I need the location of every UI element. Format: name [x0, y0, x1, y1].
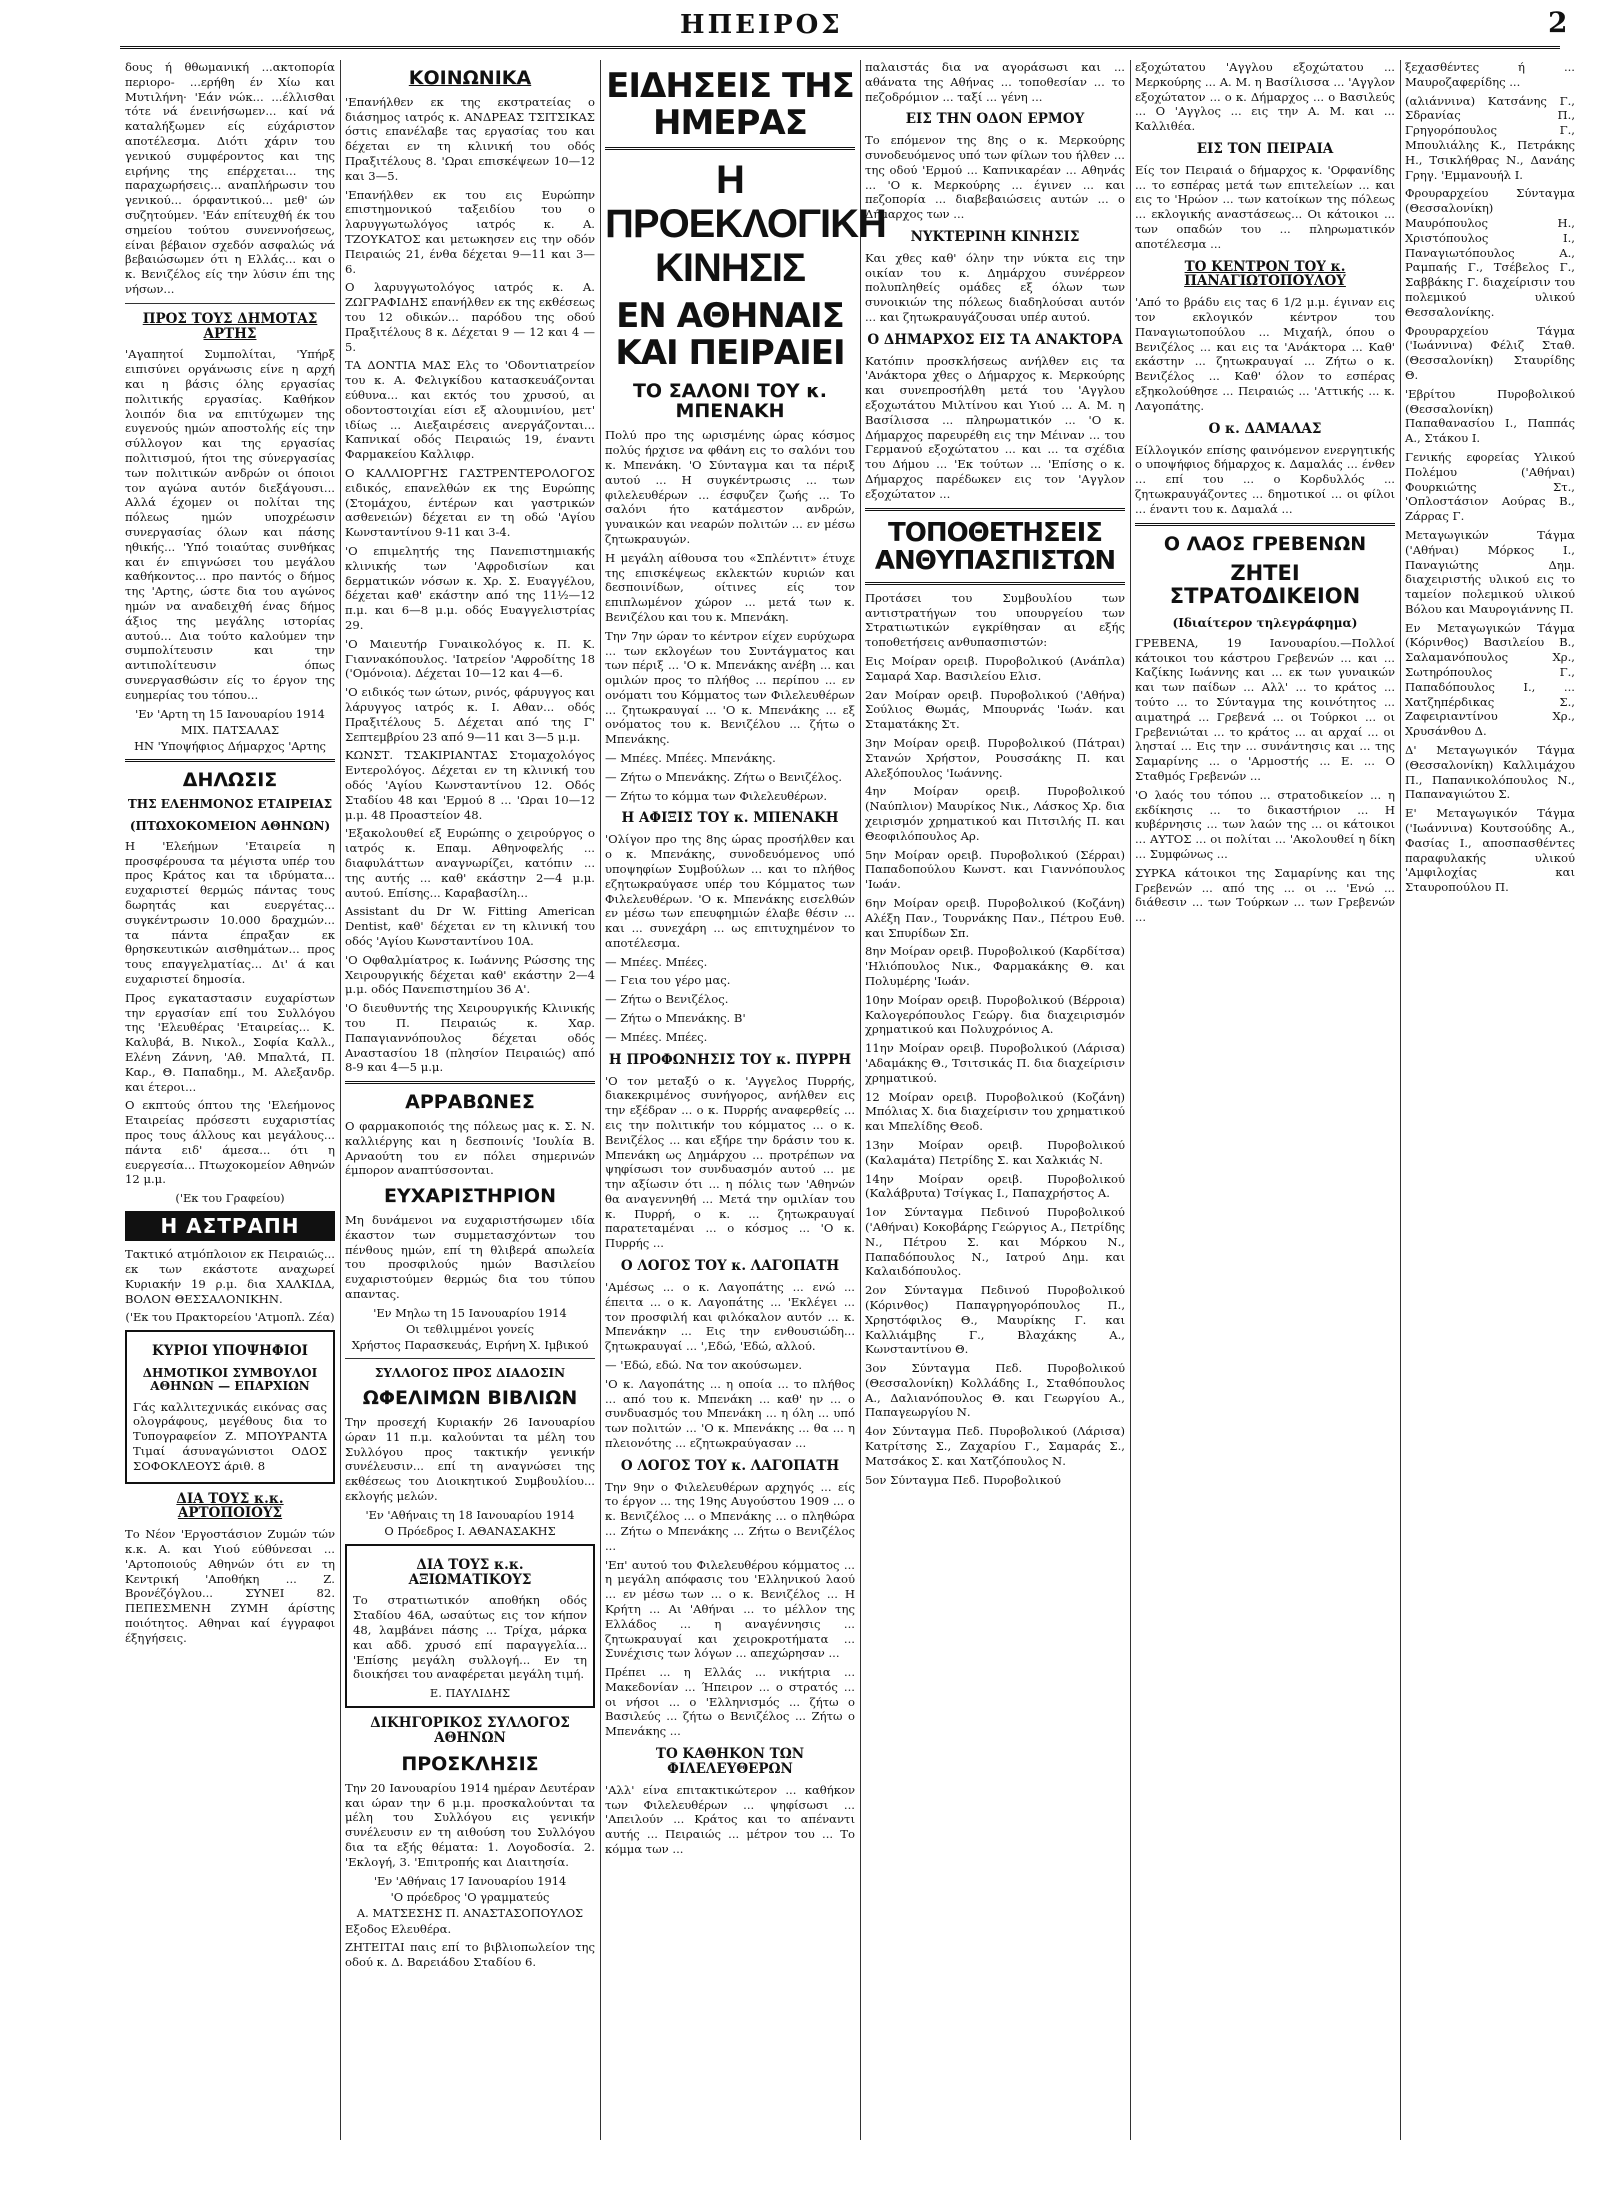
article-text: Είς τον Πειραιά ο δήμαρχος κ. 'Ορφανίδης ... το εσπέρας μετά των επιτελείων ... και εις το 'Ηρώον ... των κατοίκων της πόλεως ... εκλογικής αναστάσεως... Οι κάτοικοι ... των οπαδών του ... πληρωματικόν αποτέλεσμα ... — [1135, 162, 1395, 251]
list-item: 14ην Μοίραν ορειβ. Πυροβολικού (Καλάβρυτα) Τσίγκας Ι., Παπαχρήστος Α. — [865, 1171, 1125, 1201]
advert-text: Γάς καλλιτεχνικάς εικόνας σας ολογράφους, μεγέθους δια το Τυπογραφείον Ζ. ΜΠΟΥΡΑΝΤΑ Τιμαί άσυναγώνιστοι ΟΔΟΣ ΣΟΦΟΚΛΕΟΥΣ άριθ. 8 — [133, 1399, 327, 1473]
source-note: ('Εκ του Πρακτορείου 'Ατμοπλ. Ζέα) — [125, 1310, 335, 1325]
article-text: — Μπέες. Μπέες. — [605, 954, 708, 969]
list-item: 11ην Μοίραν ορειβ. Πυροβολικού (Λάρισα) 'Αδαμάκης Θ., Τσιτσικάς Π. δια διαχείρισιν χρηματικού. — [865, 1041, 1125, 1085]
article-text: εξοχώτατου 'Αγγλου εξοχώτατου ... Μερκούρης ... Α. Μ. η Βασίλισσα ... 'Αγγλον εξοχώτατον ... ο κ. Δήμαρχος ... ο Βασιλεύς ... Ο 'Αγγλος ... εις την Α. Μ. και ... Καλλιθέα. — [1135, 60, 1395, 134]
article-text: — Μπέες. Μπέες. — [605, 1029, 708, 1044]
subheadline: (ΠΤΩΧΟΚΟΜΕΙΟΝ ΑΘΗΝΩΝ) — [129, 818, 331, 833]
signature: Α. ΜΑΤΣΕΣΗΣ Π. ΑΝΑΣΤΑΣΟΠΟΥΛΟΣ — [356, 1905, 584, 1920]
section-headline: Ο ΛΑΟΣ ΓΡΕΒΕΝΩΝ — [1163, 532, 1367, 555]
main-headline: Η ΠΡΟΕΚΛΟΓΙΚΗ ΚΙΝΗΣΙΣ — [605, 157, 886, 290]
list-item: 4ην Μοίραν ορειβ. Πυροβολικού (Ναύπλιον) Μαυρίκος Νικ., Λάσκος Χρ. δια χειρισμόν χρηματικού και Πιτσιλής Π. και Θεοφιλόπουλος Αρ. — [865, 784, 1125, 843]
article-text: παλαιστάς δια να αγοράσωσι και ... αθάνατα της Αθήνας ... τοποθεσίαν ... το πεζοδρόμιον ... ταξί ... γένη ... — [865, 60, 1125, 104]
article-text: Γενικής εφορείας Υλικού Πολέμου ('Αθήναι) Φουρκιώτης Στ., 'Οπλοστάσιον Αούρας Β., Ζάρρας Γ. — [1405, 449, 1575, 524]
article-text: ΓΡΕΒΕΝΑ, 19 Ιανουαρίου.—Πολλοί κάτοικοι του κάστρου Γρεβενών ... και ... Καζίκης Ιωάννης και ... εκ των γυναικών και των παίδων ... Αλλ' ... το κράτος ... τούτο ... το Σύνταγμα της κοινότητος ... αιματηρά ... Γρεβενά ... οι Τούρκοι ... οι Γρεβενιώται ... το κράτος ... αι αρχαί ... οι λησταί ... Εις την ... συνάντησις και ... της Σαμαρίνης ... ο 'Αρμοστής ... Ε. ... Ο Σταθμός Γρεβενών ... — [1135, 635, 1395, 783]
notice-text: 'Ο Οφθαλμίατρος κ. Ιωάννης Ρώσσης της Χειρουργικής δέχεται καθ' εκάστην 2—4 μ.μ. οδός Πανεπιστημίου 36 Α'. — [345, 952, 595, 997]
article-text: 'Αμέσως ... ο κ. Λαγοπάτης ... ενώ ... έπειτα ... ο κ. Λαγοπάτης ... 'Εκλέγει ... τον προσφιλή και φιλόκαλον αυτόν ... κ. Μπενάκην ... Εις την ενθουσιώδη... ζητωκραυγαί ... ',Εδώ, 'Εδώ, αλλού. — [605, 1279, 855, 1354]
article-text: 'Ο λαός του τόπου ... στρατοδικείον ... η εκδίκησις ... το δικαστήριον ... Η κυβέρνησις ... των λαών της ... οι κάτοικοι ... ΑΥΤΟΣ ... οι πολίται ... 'Ακολουθεί η δίκη ... Συμφώνως ... — [1135, 787, 1395, 861]
headline: ΔΗΛΩΣΙΣ — [182, 768, 278, 791]
signature: Οι τεθλιμμένοι γονείς — [405, 1321, 535, 1336]
column-2 — [345, 60, 595, 2140]
column-divider — [1400, 60, 1401, 2140]
divider — [345, 1358, 595, 1359]
notice-text: Assistant du Dr W. Fitting American Dentist, καθ' δέχεται εν τη κλινική του οδός 'Αγίου Κωνσταντίνου 10Α. — [345, 904, 595, 948]
article-text: 'Επ' αυτού του Φιλελευθέρου κόμματος ... η μεγάλη απόφασις του 'Ελληνικού λαού ... εν μέσω των ... ο κ. Βενιζέλος ... Η Κρήτη ... Αι 'Αθήναι ... το μέλλον της Ελλάδος ... η αναγέννησις ... ζητωκραυγαί και χειροκροτήματα ... Συνέχισις των λόγων ... απεχώρησαν ... — [605, 1557, 855, 1661]
advert-box — [345, 1544, 595, 1708]
subheadline: ΤΟ ΚΑΘΗΚΟΝ ΤΩΝ ΦΙΛΕΛΕΥΘΕΡΩΝ — [655, 1746, 805, 1777]
signature: ΜΙΧ. ΠΑΤΣΑΛΑΣ — [180, 722, 280, 737]
article-text: Προς εγκαταστασιν ευχαρίστων την εργασίαν επί του Συλλόγου της 'Ελευθέρας 'Εταιρείας... Κ. Καλυβά, Β. Νικολ., Σοφία Καλλ., Ελένη Ζάννη, 'Αθ. Μπαλτά, Π. Καρ., Θ. Παπαδημ., Μ. Αλεξανδρ. και έτεροι... — [125, 990, 335, 1094]
article-text: 'Από το βράδυ εις τας 6 1/2 μ.μ. έγιναν εις τον εκλογικόν κέντρον του Παναγιωτοπούλου ... Μιχαήλ, όπου ο Βενιζέλος ... και εις τα 'Ανάκτορα ... Καθ' εκάστην ... ζητωκραυγαί ... Ζήτω ο κ. Βενιζέλος ... Καθ' όλον το εσπέρας εξηκολούθησε ... Πειραιώς ... 'Αττικής ... κ. Λαγοπάτης. — [1135, 295, 1395, 413]
headline: ΠΡΟΣ ΤΟΥΣ ΔΗΜΟΤΑΣ ΑΡΤΗΣ — [142, 310, 318, 342]
notice-text: ΚΩΝΣΤ. ΤΣΑΚΙΡΙΑΝΤΑΣ Στομαχολόγος Εντερολόγος. Δέχεται εν τη κλινική του οδός 'Αγίου Κωνσταντίνου 12. Οδός Σταδίου 48 και 'Ερμού 8 ... 'Ωραι 10—12 μ.μ. 48 Προαστείον 48. — [345, 748, 595, 822]
section-headline: ΕΥΧΑΡΙΣΤΗΡΙΟΝ — [384, 1185, 556, 1208]
notice-text: 'Ο επιμελητής της Πανεπιστημιακής κλινικής των 'Αφροδισίων και δερματικών νόσων κ. Χρ. Σ. Ευαγγέλου, δέχεται καθ' εκάστην από της 11½—12 π.μ. και 6—8 μ.μ. οδός Ευαγγελιστρίας 29. — [345, 544, 595, 632]
signature: Ε. ΠΑΥΛΙΔΗΣ — [429, 1686, 511, 1701]
advert-headline: ΔΙΑ ΤΟΥΣ κ.κ. ΑΡΤΟΠΟΙΟΥΣ — [176, 1490, 284, 1522]
column-1 — [125, 60, 335, 2140]
divider — [1135, 523, 1395, 526]
dateline: 'Εν Μηλω τη 15 Ιανουαρίου 1914 — [373, 1305, 567, 1320]
article-text: (αλιάννινα) Κατσάνης Γ., Σδρανίας Π., Γρηγορόπουλος Γ., Μπουλιάλης Κ., Πετράκης Η., Τσικλήθρας Ν., Δανάης Γρηγ. 'Εμμανουήλ Ι. — [1405, 93, 1575, 182]
notice-text: Ο λαρυγγωτολόγος ιατρός κ. Α. ΖΩΓΡΑΦΙΔΗΣ επανήλθεν εκ της εκθέσεως του 12 οδικών... παρόδου της οδού Πραξιτέλους 8 κ. Δέχεται 9 — 12 και 4 — 5. — [345, 280, 595, 354]
divider — [865, 508, 1125, 511]
page-number: 2 — [1548, 6, 1568, 39]
section-headline: ΩΦΕΛΙΜΩΝ ΒΙΒΛΙΩΝ — [362, 1387, 578, 1410]
section-headline: ΔΙΚΗΓΟΡΙΚΟΣ ΣΥΛΛΟΓΟΣ ΑΘΗΝΩΝ — [370, 1715, 570, 1747]
article-text: Είλλογικόν επίσης φαινόμενον ενεργητικής ο υποψήφιος δήμαρχος κ. Δαμαλάς ... ένθεν ... επί του ... ο Κορδυλλός ... ζητωκραυγάζοντες ... δημοτικοί ... οι φίλοι ... έναντι του κ. Δαμαλά ... — [1135, 442, 1395, 516]
section-headline: ΤΟΠΟΘΕΤΗΣΕΙΣ ΑΝΘΥΠΑΣΠΙΣΤΩΝ — [874, 517, 1116, 577]
subheadline: ΣΥΛΛΟΓΟΣ ΠΡΟΣ ΔΙΑΔΟΣΙΝ — [374, 1365, 566, 1380]
article-headline: ΤΟ ΣΑΛΟΝΙ ΤΟΥ κ. ΜΠΕΝΑΚΗ — [632, 379, 828, 423]
article-text: Την 9ην ο Φιλελευθέρων αρχηγός ... είς το έργον ... της 19ης Αυγούστου 1909 ... ο κ. Βενιζέλος ... ο Μπενάκης ... ο πληθώρα ... Ζήτω ο Μπενάκης ... Ζήτω ο Βενιζέλος ... — [605, 1479, 855, 1553]
appointments-list — [865, 654, 1125, 1487]
list-item: 8ην Μοίραν ορειβ. Πυροβολικού (Καρδίτσα) 'Ηλιόπουλος Νικ., Φαρμακάκης Θ. και Πολυμέρης 'Ιωάν. — [865, 944, 1125, 988]
source-note: ('Εκ του Γραφείου) — [175, 1191, 285, 1206]
article-text: — Ζήτω ο Μπενάκης. Β' — [605, 1011, 746, 1026]
notice-text: Την 20 Ιανουαρίου 1914 ημέραν Δευτέραν και ώραν την 6 μ.μ. προσκαλούνται τα μέλη του Συλλόγου εις γενικήν συνέλευσιν εν τη αιθούση του Συλλόγου δια τα εξής θέματα: 1. Λογοδοσία. 2. 'Εκλογή, 3. 'Επιτροπής και Διαιτησία. — [345, 1780, 595, 1869]
notice-text: ΤΑ ΔΟΝΤΙΑ ΜΑΣ Ελς το 'Οδοντιατρείον του κ. Α. Φελιγκίδου κατασκευάζονται εύθυνα... και εκτός του χρυσού, αι οδοντοστοιχίαι είσι εξ αλουμινίου, μετ' ιδίως ... Αιεξαιρέσεις ανεργάζονται... Καπνικαί οδός Πειραιώς 19, έναντι Φαρμακείου Καλλιφρ. — [345, 358, 595, 462]
article-text: — Γεια του γέρο μας. — [605, 973, 731, 988]
list-item: 3ην Μοίραν ορειβ. Πυροβολικού (Πάτραι) Στανών Χρήστον, Ρουσσάκης Π. και Αλεξόπουλος 'Ιωάννης. — [865, 736, 1125, 780]
advert-box — [125, 1330, 335, 1483]
article-text: — Ζήτω ο Βενιζέλος. — [605, 992, 729, 1007]
article-text: Ε' Μεταγωγικόν Τάγμα ('Ιωάννινα) Κουτσούδης Α., Φασίας Ι., αποσπασθέντες παραφυλακής υλικού 'Αμφιλοχίας και Σταυροπούλου Π. — [1405, 806, 1575, 895]
article-text: 'Αλλ' είνα επιτακτικώτερον ... καθήκον των Φιλελευθέρων ... ψηφίσωσι ... 'Απειλούν ... Κράτος και το απέναντι αυτής ... Πειραιώς ... μέτρον του ... Το κόμμα των ... — [605, 1782, 855, 1856]
advert-banner: Η ΑΣΤΡΑΠΗ — [125, 1211, 335, 1241]
newspaper-title: ΗΠΕΙΡΟΣ — [680, 10, 843, 40]
subheadline: Ο κ. ΔΑΜΑΛΑΣ — [1208, 420, 1322, 437]
article-text: δους ή θθωμανική ...ακτοπορία περιορο- ...ερήθη έν Χίω και Μυτιλήνη· 'Εάν νώκ... ...έλλισθαι τότε νά ένεινήσωμεν... καί νά καταλήξωμεν είς εύχάριστον αποτέλεσμα. Διότι χάριν του γενικού συμφέροντος και της ειρήνης της επέρχεται... της παραχωρήσεις... αναπλήρωσιν του γενικού... όρφαντικού... μεθ' ών συζητούμεν. 'Εάν επίτευχθή έκ του σημείου τούτου συνεννοήσεως, είναι βέβαιον σχεδόν ασφαλώς νά βεβαιώσωμεν ότι η Ελλάς... και ο κ. Βενιζέλος είς την λύσιν έπι της νήσων... — [125, 60, 335, 296]
list-item: 3ον Σύνταγμα Πεδ. Πυροβολικού (Θεσσαλονίκη) Κολλάδης Ι., Σταθόπουλος Α., Δαλιανόπουλος Θ. και Γεωργίου Α., Παπαγεωργίου Ν. — [865, 1361, 1125, 1420]
signature: Ο Πρόεδρος Ι. ΑΘΑΝΑΣΑΚΗΣ — [384, 1523, 556, 1538]
advert-text: Το στρατιωτικόν αποθήκη οδός Σταδίου 46Α, ωσαύτως εις τον κήπον 48, λαμβάνει πάσης ... Τρίχα, μάρκα και αδδ. χρυσό επί παραγγελία... 'Επίσης μεγάλη συλλογή... Εν τη διοικήσει του αναφέρεται μεγάλη τιμή. — [353, 1593, 587, 1682]
masthead-rule — [120, 46, 1560, 49]
subheadline: ΤΟ ΚΕΝΤΡΟΝ ΤΟΥ κ. ΠΑΝΑΓΙΩΤΟΠΟΥΛΟΥ — [1184, 258, 1346, 290]
article-text: — Μπέες. Μπέες. Μπενάκης. — [605, 751, 776, 766]
column-divider — [860, 60, 861, 2140]
list-item: Εις Μοίραν ορειβ. Πυροβολικού (Ανάπλα) Σαμαρά Χαρ. Βασιλείου Ελισ. — [865, 654, 1125, 683]
column-divider — [340, 60, 341, 2140]
advert-headline: ΚΥΡΙΟΙ ΥΠΟΨΗΦΙΟΙ — [152, 1343, 308, 1360]
advert-text: Τακτικό ατμόπλοιον εκ Πειραιώς... εκ των εκάστοτε αναχωρεί Κυριακήν 19 ρ.μ. δια ΧΑΛΚΙΔΑ, ΒΟΛΟΝ ΘΕΣΣΑΛΟΝΙΚΗΝ. — [125, 1247, 335, 1306]
article-text: ξεχασθέντες ή ... Μαυροζαφερίδης ... — [1405, 60, 1575, 89]
signature: 'Ο πρόεδρος 'Ο γραμματεύς — [390, 1889, 550, 1904]
article-text: Το επόμενον της 8ης ο κ. Μερκούρης συνοδευόμενος υπό των φίλων του ήλθεν ... της οδού 'Ερμού ... Καπνικαρέαν ... Αθηνάς ... 'Ο κ. Μερκούρης ... έγινεν ... και πεζοπορία ... διαβεβαιώσεις αυτών ... ο Δήμαρχος των ... — [865, 133, 1125, 222]
subheadline: ΕΙΣ ΤΗΝ ΟΔΟΝ ΕΡΜΟΥ — [905, 111, 1085, 128]
article-text: — 'Εδώ, εδώ. Να τον ακούσωμεν. — [605, 1357, 803, 1372]
article-text: 'Αγαπητοί Συμπολίται, 'Υπήρξ ειπισύνει οργάνωσις είνε η αρχή και η βάσις όλης εργασίας πολιτικής εργασίας. Καθήκον λοιπόν δια να επιτύχωμεν της ευγενούς ημών αποστολής είς την σύλλογον και της εργασίας πολιτισμού, ήτοι της σύνεργασίας των πολιτικών ανδρών οι όποιοι τον αγώνα αυτόν διεξάγουσι... Αλλά έχομεν οι πολίται της πόλεως ημών υποχρέωσιν συνεργασίας όλων και πάσης ηθικής... 'Υπό τοιαύτας συνθήκας και έν επιγνώσει του μεγάλου καθήκοντος... προ παντός ο δήμος της 'Αρτης, ώστε δια του αγώνος ημών να αναδειχθή ένας δήμος άξιος της μεγάλης ιστορίας αυτού... Δια τούτο καλούμεν την συμπολίτευσιν και την αντιπολίτευσιν όπως συνεργασθώσιν είς το έργον της ευημερίας του τόπου... — [125, 347, 335, 702]
list-item: 4ον Σύνταγμα Πεδ. Πυροβολικού (Λάρισα) Κατρίτσης Σ., Ζαχαρίου Γ., Σαμαράς Σ., Ματσάκος Σ. και Χατζόπουλος Ν. — [865, 1424, 1125, 1468]
notice-text: Την προσεχή Κυριακήν 26 Ιανουαρίου ώραν 11 π.μ. καλούνται τα μέλη του Συλλόγου προς τακτικήν γενικήν συνέλευσιν... επί τη αναγνώσει της εκθέσεως του Διοικητικού Συμβουλίου... εκλογής μελών. — [345, 1414, 595, 1503]
notice-text: Εξοδος Ελευθέρα. — [345, 1921, 452, 1936]
signature: Χρήστος Παρασκευάς, Ειρήνη Χ. Ιμβικού — [351, 1337, 589, 1352]
subheadline: (Ιδιαίτερον τηλεγράφημα) — [1172, 615, 1358, 630]
dateline: 'Εν 'Αθήναις 17 Ιανουαρίου 1914 — [373, 1873, 567, 1888]
article-text: Την 7ην ώραν το κέντρον είχεν ευρύχωρα ... των εκλογέων του Συντάγματος και των πέριξ ... 'Ο κ. Μπενάκης ανέβη ... και ομιλών προς το πλήθος ... περίπου ... εν ονόματι του Κόμματος των Φιλελευθέρων ... ζητωκραυγαί ... 'Ο κ. Μπενάκης ... εξ ονόματος του κ. Βενιζέλου ... ζήτω ο Μπενάκης. — [605, 628, 855, 747]
notice-text: Ο φαρμακοποιός της πόλεως μας κ. Σ. Ν. καλλιέργης και η δεσποινίς 'Ιουλία Β. Αρναούτη του εν πόλει σημερινών έμπορον αναπτύσσονται. — [345, 1118, 595, 1178]
section-headline: ΑΡΡΑΒΩΝΕΣ — [405, 1091, 535, 1114]
notice-text: ΖΗΤΕΙΤΑΙ παις επί το βιβλιοπωλείον της οδού κ. Δ. Βαρειάδου Σταδίου 6. — [345, 1940, 595, 1970]
article-text: Φρουραρχείου Σύνταγμα (Θεσσαλονίκη) Μαυρόπουλος Η., Χριστόπουλος Ι., Παναγιωτόπουλος Α., Ραμπαής Γ., Τσέβελος Γ., Σαββάκης Γ. διαχείρισιν του πολεμικού υλικού Θεσσαλονίκης. — [1405, 186, 1575, 319]
subheadline: Ο ΔΗΜΑΡΧΟΣ ΕΙΣ ΤΑ ΑΝΑΚΤΟΡΑ — [867, 331, 1123, 348]
divider — [125, 303, 335, 304]
subheadline: Ο ΛΟΓΟΣ ΤΟΥ κ. ΛΑΓΟΠΑΤΗ — [620, 1457, 840, 1474]
subheadline: Ο ΛΟΓΟΣ ΤΟΥ κ. ΛΑΓΟΠΑΤΗ — [620, 1258, 840, 1275]
advert-subheadline: ΔΗΜΟΤΙΚΟΙ ΣΥΜΒΟΥΛΟΙ ΑΘΗΝΩΝ — ΕΠΑΡΧΙΩΝ — [142, 1366, 318, 1394]
masthead — [0, 6, 1600, 50]
article-text: Πρέπει ... η Ελλάς ... νικήτρια ... Μακεδονίαν ... Ήπειρον ... ο στρατός ... οι νήσοι ... ο 'Ελληνισμός ... ζήτω ο Βασιλεύς ... ζήτω ο Βενιζέλος ... Ζήτω ο Μπενάκης ... — [605, 1665, 855, 1739]
notice-text: 'Επανήλθεν εκ του εις Ευρώπην επιστημονικού ταξειδίου του ο λαρυγγωτωλόγος ιατρός κ. Α. ΤΖΟΥΚΑΤΟΣ και μετωκησεν εις την οδόν Πειραιώς 21, ένθα δέχεται 9—11 και 3—6. — [345, 187, 595, 276]
article-text: Κατόπιν προσκλήσεως ανήλθεν εις τα 'Ανάκτορα χθες ο Δήμαρχος κ. Μερκούρης και συνεπροσήλθη μετά του 'Αγγλου εξοχωτάτου Μιλτίνου και Υιού ... Α. Μ. η Βασίλισσα ... πληρωματικόν ... 'Ο κ. Δήμαρχος παρευρέθη εις την Μέιναν ... του Γερμανού εξοχώτατου ... και ... τα σχέδια του Δήμου ... 'Εκ τούτων ... 'Επίσης ο κ. Δήμαρχος παρέδωκεν εις τον 'Αγγλον εξοχώτατον ... — [865, 353, 1125, 501]
column-5 — [1135, 60, 1395, 2140]
advert-text: Το Νέον 'Εργοστάσιον Ζυμών τών κ.κ. Α. και Υιού εύθύνεσαι ... 'Αρτοποιούς Αθηνών ότι εν τη Κεντρική 'Αποθήκη ... Ζ. Βρονέζόγλου... ΣΥΝΕΙ 82. ΠΕΠΕΣΜΕΝΗ ΖΥΜΗ άρίστης ποιότητος. Αθηναι καί έγγραφοι έξηγήσεις. — [125, 1527, 335, 1645]
list-item: 5ον Σύνταγμα Πεδ. Πυροβολικού — [865, 1472, 1061, 1487]
article-text: Η μεγάλη αίθουσα του «Σπλέντιτ» έτυχε της επισκέψεως εκλεκτών κυριών και δεσποινίδων, οίτινες είς τον επιπλωμένον χώρον ... μετά των κ. Βενιζέλου και του κ. Μπενάκη. — [605, 550, 855, 624]
divider — [865, 582, 1125, 585]
signature-title: ΗΝ 'Υποψήφιος Δήμαρχος 'Αρτης — [134, 738, 326, 753]
section-headline: ΖΗΤΕΙ ΣΤΡΑΤΟΔΙΚΕΙΟΝ — [1169, 561, 1361, 609]
article-text: 'Ο τον μεταξύ ο κ. 'Αγγελος Πυρρής, διακεκριμένος συνήγορος, ανήλθεν εις την εξέδραν ... ο κ. Πυρρής αναφερθείς ... εις την πολιτικήν του κόμματος ... ο κ. Βενιζέλος ... και εξήρε την δράσιν του κ. Μπενάκη ως Δημάρχου ... προτρέπων να ψηφίσωσι τον συνδυασμόν αυτού ... με την αξίωσιν ότι ... η πόλις των 'Αθηνών θα αναγεννηθή ... Μετά την ομιλίαν του κ. Πυρρή, ο κ. ... ζητωκραυγαί παρατεταμέναι ... ο κόσμος ... 'Ο κ. Πυρρής ... — [605, 1073, 855, 1251]
main-subheadline: ΕΝ ΑΘΗΝΑΙΣ ΚΑΙ ΠΕΙΡΑΙΕΙ — [615, 295, 845, 374]
dateline: 'Εν 'Αρτη τη 15 Ιανουαρίου 1914 — [135, 706, 325, 721]
subheadline: ΤΗΣ ΕΛΕΗΜΟΝΟΣ ΕΤΑΙΡΕΙΑΣ — [127, 797, 333, 812]
article-text: — Ζήτω ο Μπενάκης. Ζήτω ο Βενιζέλος. — [605, 769, 843, 784]
section-headline: ΚΟΙΝΩΝΙΚΑ — [408, 67, 532, 89]
column-3 — [605, 60, 886, 2140]
subheadline: Η ΠΡΟΦΩΝΗΣΙΣ ΤΟΥ κ. ΠΥΡΡΗ — [608, 1051, 852, 1068]
notice-text: 'Εξακολουθεί εξ Ευρώπης ο χειρούργος ο ιατρός κ. Επαμ. Αθηνοφελής ... διαφυλάττων αναγνωρίζει, κατόπιν ... της αυτής ... καθ' εκάστην 2—4 μ.μ. αυτού. Επίσης... Καραβασίλη... — [345, 826, 595, 900]
article-text: 'Εβρίτου Πυροβολικού (Θεσσαλονίκη) Παπαθανασίου Ι., Παππάς Α., Στάκου Ι. — [1405, 386, 1575, 446]
column-4 — [865, 60, 1125, 2140]
advert-headline: ΔΙΑ ΤΟΥΣ κ.κ. ΑΞΙΩΜΑΤΙΚΟΥΣ — [408, 1556, 532, 1588]
section-banner: ΕΙΔΗΣΕΙΣ ΤΗΣ ΗΜΕΡΑΣ — [605, 68, 855, 150]
list-item: 2ον Σύνταγμα Πεδινού Πυροβολικού (Κόρινθος) Παπαγρηγορόπουλος Π., Χρηστόφιλος Θ., Μαυρίκης Γ. και Καλλιάμβης Γ., Βλαχάκης Α., Κωνσταντίνου Θ. — [865, 1283, 1125, 1357]
article-text: Ο εκπτούς όπτου της 'Ελεήμονος Εταιρείας πρόσεστι ευχαριστίας προς τους άλλους και μεγάλους... πάντα ειδ' άμεσα... ότι η ευεργεσία... Πτωχοκομείον Αθηνών 12 μ.μ. — [125, 1098, 335, 1187]
article-text: Πολύ προ της ωρισμένης ώρας κόσμος πολύς ήρχισε να φθάνη εις το σαλόνι του κ. Μπενάκη. 'Ο Σύνταγμα και τα πέριξ αυτού ... Η συγκέντρωσις ... των φιλελευθέρων ... έσφυζεν ζωής ... Το σαλόνι ήτο κατάμεστον ανδρών, γυναικών και νεαρών πολιτών ... εν μέσω ζητωκραυγών. — [605, 428, 855, 546]
divider — [345, 1081, 595, 1084]
article-text: — Ζήτω το κόμμα των Φιλελευθέρων. — [605, 788, 828, 803]
list-item: 1ον Σύνταγμα Πεδινού Πυροβολικού ('Αθήναι) Κοκοβάρης Γεώργιος Α., Πετρίδης Ν., Πέτρου Σ. και Μόρκου Ν., Παπαδόπουλος Ν., Ιατρού Δημ. και Καλαιδόπουλος. — [865, 1205, 1125, 1279]
article-text: Και χθες καθ' όλην την νύκτα εις την οικίαν του κ. Δημάρχου συνέρρεον πολυπληθείς ομάδες εξ όλων των συνοικιών της πόλεως διαδηλούσαι αυτόν ... και ζητωκραυγάζουσαι υπέρ αυτού. — [865, 250, 1125, 325]
subheadline: ΕΙΣ ΤΟΝ ΠΕΙΡΑΙΑ — [1196, 140, 1334, 157]
notice-text: 'Ο ειδικός των ώτων, ρινός, φάρυγγος και λάρυγγος ιατρός κ. Ι. Αθαν... οδός Πραξιτέλους 5. Δέχεται από της Γ' Σεπτεμβρίου 23 από 9—11 και 3—5 μ.μ. — [345, 685, 595, 744]
article-text: Μεταγωγικών Τάγμα ('Αθήναι) Μόρκος Ι., Παναγιώτης Δημ. διαχειριστής υλικού εις το ταμείον πολεμικού υλικού Βόλου και Μαυρογιάννης Π. — [1405, 527, 1575, 616]
article-text: Η 'Ελεήμων 'Εταιρεία η προσφέρουσα τα μέγιστα υπέρ του προς Κράτος και τα ιδρύματα... ευχαριστεί θερμώς πάντας τους δωρητάς και ευεργέτας... συγκέντρωσιν 10.000 δραχμών... τα πάντα έπραξαν εκ θρησκευτικών αισθημάτων... προς τους επαγγελματίας... Δι' ά και ευχαριστεί δημοσία. — [125, 838, 335, 986]
list-item: 5ην Μοίραν ορειβ. Πυροβολικού (Σέρραι) Παπαδοπούλου Κωνστ. και Γιαννόπουλος 'Ιωάν. — [865, 847, 1125, 892]
column-6 — [1405, 60, 1575, 2140]
article-text: ΣΥΡΚΑ κάτοικοι της Σαμαρίνης και της Γρεβενών ... από της ... οι ... 'Ενώ ... διάθεσιν ... των Τούρκων ... των Γρεβενών ... — [1135, 865, 1395, 925]
subheadline: ΝΥΚΤΕΡΙΝΗ ΚΙΝΗΣΙΣ — [910, 229, 1080, 246]
section-headline: ΠΡΟΣΚΛΗΣΙΣ — [401, 1752, 539, 1775]
list-item: 2αν Μοίραν ορειβ. Πυροβολικού ('Αθήνα) Σούλιος Θωμάς, Μπουρνάς 'Ιωάν. και Σταματάκης Στ. — [865, 687, 1125, 732]
notice-text: Ο ΚΑΛΛΙΟΡΓΗΣ ΓΑΣΤΡΕΝΤΕΡΟΛΟΓΟΣ ειδικός, επανελθών εκ της Ευρώπης (Στομάχου, έντέρων και γαστρικών ασθενειών) δέχεται εν τη οδώ 'Αγίου Κωνσταντίνου 9-11 και 3-4. — [345, 466, 595, 540]
article-text: 'Ο κ. Λαγοπάτης ... η οποία ... το πλήθος ... από του κ. Μπενάκη ... καθ' ην ... ο συνδυασμός του Μπενάκη ... η όλη ... υπό των πολιτών ... 'Ο κ. Μπενάκης ... θα ... η πλειονότης ... εζητωκραύγασαν ... — [605, 1376, 855, 1450]
article-text: Δ' Μεταγωγικόν Τάγμα (Θεσσαλονίκη) Καλλιμάχου Π., Παπανικολόπουλος Ν., Παπαναγιώτου Σ. — [1405, 743, 1575, 802]
notice-text: Μη δυνάμενοι να ευχαριστήσωμεν ιδία έκαστον των συμμετασχόντων του πένθους ημών, επί τη θλιβερά απωλεία του προσφιλούς ημών Βασιλείου ευχαριστούμεν θερμώς δια του τύπου απαντας. — [345, 1213, 595, 1302]
list-item: 12 Μοίραν ορειβ. Πυροβολικού (Κοζάνη) Μπόλιας Χ. δια διαχείρισιν του χρηματικού και Μπελίδης Θεοδ. — [865, 1089, 1125, 1134]
article-text: Εν Μεταγωγικών Τάγμα (Κόρινθος) Βασιλείου Β., Σαλαμανόπουλος Χρ., Σωτηρόπουλος Γ., Παπαδόπουλος Ι., ... Χατζηπέρδικας Σ., Ζαφειριαντίνου Χρ., Χρυσάνθου Δ. — [1405, 620, 1575, 739]
list-item: 10ην Μοίραν ορειβ. Πυροβολικού (Βέρροια) Καλογερόπουλος Γεώργ. δια διαχειρισμόν χρηματικού και Πολυχρόνιος Α. — [865, 992, 1125, 1037]
notice-text: 'Επανήλθεν εκ της εκστρατείας ο διάσημος ιατρός κ. ΑΝΔΡΕΑΣ ΤΣΙΤΣΙΚΑΣ όστις επανέλαβε τας εργασίας του και δέχεται εν τη κλινική του οδός Πραξιτέλους 8. 'Ωραι επισκέψεων 10—12 και 3—5. — [345, 94, 595, 183]
notice-text: 'Ο Μαιευτήρ Γυναικολόγος κ. Π. Κ. Γιαννακόπουλος. 'Ιατρείον 'Αφροδίτης 18 ('Ομόνοια). Δέχεται 10—12 και 4—6. — [345, 636, 595, 681]
list-item: 13ην Μοίραν ορειβ. Πυροβολικού (Καλαμάτα) Πετρίδης Σ. και Χαλκιάς Ν. — [865, 1137, 1125, 1167]
article-text: 'Ολίγον προ της 8ης ώρας προσήλθεν και ο κ. Μπενάκης, συνοδευόμενος υπό υποψηφίων Συμβούλων ... και το πλήθος εζητωκραύγασε υπέρ του Κόμματος των Φιλελευθέρων. 'Ο κ. Μπενάκης εισελθών εν μέσω των επευφημιών έλαβε θέσιν ... και ... συνεχάρη ... ως επιτυχημένον το αποτέλεσμα. — [605, 832, 855, 950]
divider — [125, 759, 335, 762]
article-text: Φρουραρχείου Τάγμα ('Ιωάννινα) Φέλιζ Σταθ. (Θεσσαλονίκη) Σταυρίδης Θ. — [1405, 323, 1575, 382]
column-divider — [600, 60, 601, 2140]
article-text: Προτάσει του Συμβουλίου των αντιστρατήγων του υπουργείου των Στρατιωτικών εγκρίθησαν αι εξής τοποθετήσεις ανθυπασπιστών: — [865, 590, 1125, 650]
list-item: 6ην Μοίραν ορειβ. Πυροβολικού (Κοζάνη) Αλέξη Παν., Τουρνάκης Παν., Πέτρου Ευθ. και Σπυρίδων Σπ. — [865, 895, 1125, 940]
notice-text: 'Ο διευθυντής της Χειρουργικής Κλινικής του Π. Πειραιώς κ. Χαρ. Παπαγιαννόπουλος δέχεται οδός Αναστασίου 18 (πλησίον Πειραιώς) από 8-9 και 4—5 μ.μ. — [345, 1001, 595, 1075]
subheadline: Η ΑΦΙΞΙΣ ΤΟΥ κ. ΜΠΕΝΑΚΗ — [621, 810, 839, 827]
column-divider — [1130, 60, 1131, 2140]
dateline: 'Εν 'Αθήναις τη 18 Ιανουαρίου 1914 — [365, 1507, 575, 1522]
